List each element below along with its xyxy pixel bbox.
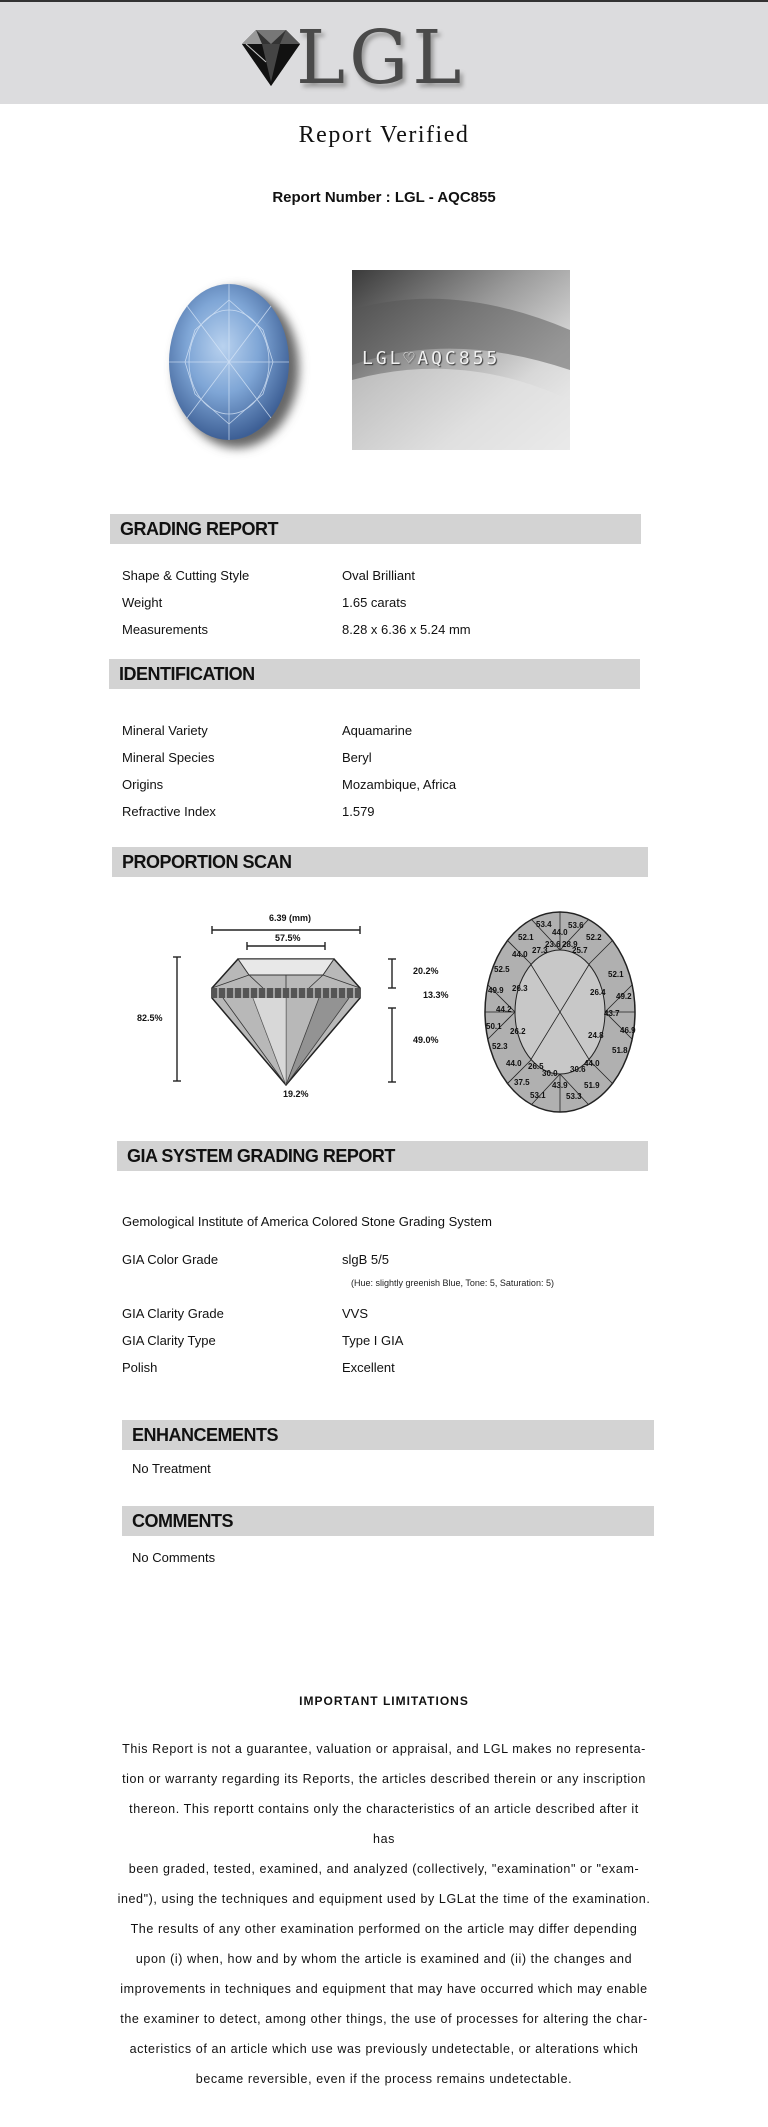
gia-color-note: (Hue: slightly greenish Blue, Tone: 5, Saturation: 5) <box>351 1278 554 1288</box>
facet-label: 26.3 <box>512 984 528 993</box>
gia-color-value: slgB 5/5 <box>342 1252 389 1267</box>
limitations-line: improvements in techniques and equipment that may have occurred which may enable <box>120 1982 648 1996</box>
facet-label: 44.0 <box>584 1059 600 1068</box>
limitations-line: became reversible, even if the process remains undetectable. <box>195 2072 573 2086</box>
facet-label: 44.0 <box>512 950 528 959</box>
facet-label: 52.5 <box>494 965 510 974</box>
page-title: Report Verified <box>298 122 470 148</box>
inscription-photo <box>352 270 570 450</box>
enhancements-heading: ENHANCEMENTS <box>122 1420 654 1450</box>
grading-row-value: 8.28 x 6.36 x 5.24 mm <box>342 622 471 637</box>
gia-row-value: Excellent <box>342 1360 395 1375</box>
facet-label: 44.2 <box>496 1005 512 1014</box>
comments-text: No Comments <box>132 1550 216 1565</box>
limitations-line: ined"), using the techniques and equipment used by LGLat the time of the examination. <box>117 1892 651 1906</box>
table-label: 57.5% <box>275 933 301 943</box>
limitations-line: been graded, tested, examined, and analyzed (collectively, "examination" or "exam- <box>128 1862 640 1876</box>
gia-row-value: Type I GIA <box>342 1333 404 1348</box>
facet-label: 53.4 <box>536 920 552 929</box>
gia-report-heading: GIA SYSTEM GRADING REPORT <box>117 1141 648 1171</box>
facet-label: 49.2 <box>616 992 632 1001</box>
gia-row-label: GIA Clarity Type <box>122 1333 216 1348</box>
facet-label: 51.9 <box>584 1081 600 1090</box>
facet-label: 49.9 <box>488 986 504 995</box>
grading-report-heading: GRADING REPORT <box>110 514 641 544</box>
facet-label: 26.4 <box>590 988 606 997</box>
identification-row-label: Mineral Variety <box>122 723 208 738</box>
facet-label: 51.8 <box>612 1046 628 1055</box>
site-header <box>0 2 768 104</box>
identification-row-label: Refractive Index <box>122 804 216 819</box>
total-depth-label: 82.5% <box>137 1013 163 1023</box>
facet-label: 24.8 <box>588 1031 604 1040</box>
identification-row-value: Mozambique, Africa <box>342 777 457 792</box>
identification-row-value: 1.579 <box>342 804 375 819</box>
facet-label: 53.1 <box>530 1091 546 1100</box>
facet-label: 37.5 <box>514 1078 530 1087</box>
girdle-label: 13.3% <box>423 990 449 1000</box>
grading-row-label: Measurements <box>122 622 208 637</box>
culet-label: 19.2% <box>283 1089 309 1099</box>
identification-row-label: Mineral Species <box>122 750 215 765</box>
comments-heading: COMMENTS <box>122 1506 654 1536</box>
facet-label: 25.7 <box>572 946 588 955</box>
enhancements-text: No Treatment <box>132 1461 211 1476</box>
profile-diagram <box>113 905 451 1120</box>
limitations-line: thereon. This reportt contains only the characteristics of an article described after it has <box>129 1802 639 1846</box>
facet-diagram <box>472 905 647 1120</box>
gia-color-label: GIA Color Grade <box>122 1252 219 1267</box>
gem-photo <box>133 270 325 460</box>
identification-row-value: Aquamarine <box>342 723 413 738</box>
width-label: 6.39 (mm) <box>269 913 312 923</box>
proportion-scan-heading: PROPORTION SCAN <box>112 847 648 877</box>
limitations-heading: IMPORTANT LIMITATIONS <box>299 1694 469 1708</box>
facet-label: 50.1 <box>486 1022 502 1031</box>
facet-label: 44.0 <box>506 1059 522 1068</box>
grading-row-label: Weight <box>122 595 163 610</box>
facet-label: 44.0 <box>552 928 568 937</box>
gia-row-value: VVS <box>342 1306 369 1321</box>
facet-label: 26.5 <box>528 1062 544 1071</box>
gia-system-name: Gemological Institute of America Colored Stone Grading System <box>122 1214 492 1229</box>
facet-label: 43.7 <box>604 1009 620 1018</box>
inscription-text: LGL♡AQC855 <box>362 348 501 369</box>
facet-label: 52.3 <box>492 1042 508 1051</box>
pavilion-label: 49.0% <box>413 1035 439 1045</box>
grading-row-label: Shape & Cutting Style <box>122 568 250 583</box>
limitations-line: tion or warranty regarding its Reports, the articles described therein or any inscription <box>122 1772 646 1786</box>
identification-row-label: Origins <box>122 777 164 792</box>
limitations-line: upon (i) when, how and by whom the article is examined and (ii) the changes and <box>135 1952 633 1966</box>
limitations-line: The results of any other examination performed on the article may differ depending <box>130 1922 638 1936</box>
facet-label: 53.6 <box>568 921 584 930</box>
facet-label: 52.1 <box>608 970 624 979</box>
limitations-line: acteristics of an article which use was previously undetectable, or alterations which <box>129 2042 639 2056</box>
facet-label: 30.6 <box>570 1065 586 1074</box>
limitations-line: the examiner to detect, among other things, the use of processes for altering the char- <box>120 2012 648 2026</box>
logo-text: LGL <box>296 15 466 101</box>
gia-row-label: Polish <box>122 1360 158 1375</box>
facet-label: 28.9 <box>562 940 578 949</box>
facet-label: 23.6 <box>545 940 561 949</box>
grading-row-value: 1.65 carats <box>342 595 407 610</box>
limitations-text <box>117 1734 651 2094</box>
facet-label: 27.3 <box>532 946 548 955</box>
facet-label: 26.2 <box>510 1027 526 1036</box>
lgl-logo[interactable] <box>232 15 492 101</box>
facet-label: 46.9 <box>620 1026 636 1035</box>
gia-row-label: GIA Clarity Grade <box>122 1306 224 1321</box>
limitations-line: This Report is not a guarantee, valuation or appraisal, and LGL makes no representa- <box>122 1742 646 1756</box>
grading-row-value: Oval Brilliant <box>342 568 415 583</box>
facet-label: 30.0 <box>542 1069 558 1078</box>
facet-label: 43.9 <box>552 1081 568 1090</box>
crown-label: 20.2% <box>413 966 439 976</box>
report-number: Report Number : LGL - AQC855 <box>272 189 496 206</box>
identification-heading: IDENTIFICATION <box>109 659 640 689</box>
facet-label: 52.1 <box>518 933 534 942</box>
facet-label: 53.3 <box>566 1092 582 1101</box>
facet-label: 52.2 <box>586 933 602 942</box>
identification-row-value: Beryl <box>342 750 372 765</box>
